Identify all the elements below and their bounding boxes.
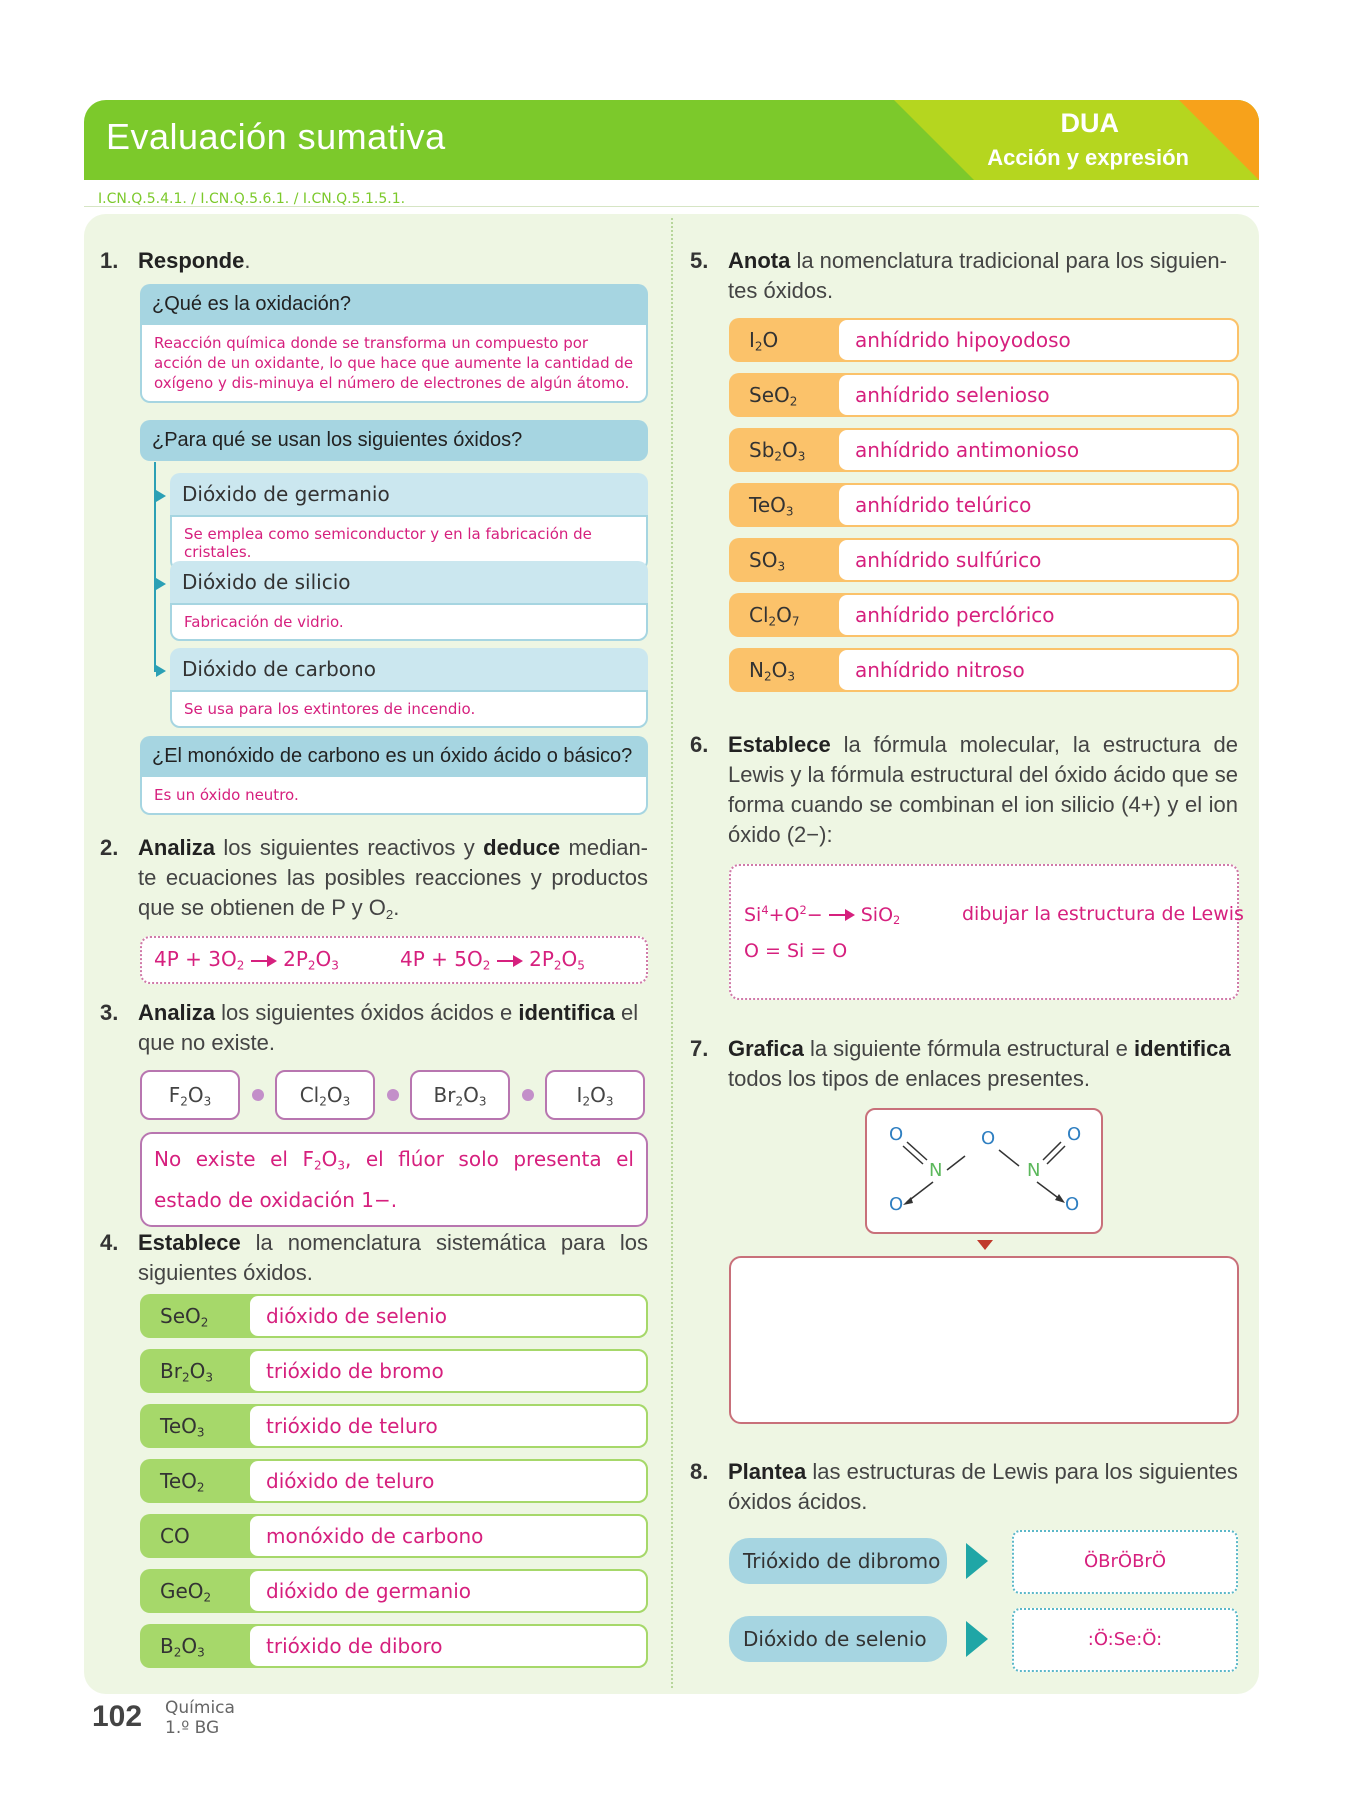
q5-row	[729, 593, 1239, 637]
q1-use-silicio	[170, 561, 648, 641]
q6-text: la fórmula molecular, la estructura de Lewis y la fórmula estructural del óxido ácido que se forma cuando se combinan el ion silicio (4+) y el ion óxido (2−):	[728, 732, 1238, 847]
q1-use-germanio	[170, 473, 648, 571]
eq-sub: 2	[236, 958, 245, 973]
q1-use-answer: Se emplea como semiconductor y en la fabricación de cristales.	[170, 515, 648, 571]
q1-use-carbono	[170, 648, 648, 728]
q4-row	[140, 1459, 648, 1503]
q5-text: la nomenclatura tradicional para los siguien-tes óxidos.	[728, 248, 1227, 303]
eq-reactants: 4P + 5O	[400, 947, 483, 971]
dua-subtitle: Acción y expresión	[987, 145, 1189, 170]
q1-verb: Responde	[138, 248, 245, 273]
q6-number: 6.	[690, 732, 709, 757]
q7-verb-grafica: Grafica	[728, 1036, 804, 1061]
formula: $Sb_2O_3$	[749, 438, 806, 464]
formula: SeO$_2$	[749, 383, 798, 409]
ox-element: F	[168, 1083, 181, 1107]
q3-answer-text: , el flúor solo presenta el estado de oxidación 1−.	[154, 1147, 634, 1212]
q5-row	[729, 373, 1239, 417]
eq-plus: +O	[768, 903, 800, 926]
ox-element: Br	[433, 1083, 456, 1107]
formula: $SO_3$	[749, 548, 786, 574]
q3-verb-identifica: identifica	[518, 1000, 615, 1025]
q3-oxide-option[interactable]	[275, 1070, 375, 1120]
q2-verb-analiza: Analiza	[138, 835, 216, 860]
q2-text: los siguientes reactivos y	[215, 835, 484, 860]
eq-product: 2P	[529, 947, 554, 971]
q5-rows	[729, 318, 1239, 692]
q8-lewis-answer[interactable]: ÖBrÖBrÖ	[1012, 1530, 1238, 1594]
q2-equation-1	[154, 947, 339, 973]
ox-oxygen: O	[326, 1083, 343, 1107]
q7-text: todos los tipos de enlaces presentes.	[728, 1066, 1091, 1091]
q6-structural: O = Si = O	[744, 940, 848, 962]
q4-prompt	[138, 1228, 648, 1288]
q6-prompt	[728, 730, 1238, 850]
answer-field[interactable]: anhídrido antimonioso	[837, 428, 1239, 472]
ox-oxygen: O	[463, 1083, 479, 1107]
q2-number: 2.	[100, 835, 119, 860]
eq-product-o: O	[315, 947, 332, 971]
q4-row	[140, 1404, 648, 1448]
formula: GeO$_2$	[160, 1579, 212, 1605]
q8-number: 8.	[690, 1459, 709, 1484]
formula: SeO$_2$	[160, 1304, 209, 1330]
q2-subscript: 2	[385, 906, 394, 922]
ox-sub: 2	[319, 1094, 327, 1109]
q2-verb-deduce: deduce	[483, 835, 561, 860]
q7-drawing-area[interactable]	[729, 1256, 1239, 1424]
formula: $Cl_2O_7$	[749, 603, 800, 629]
answer-field[interactable]: anhídrido perclórico	[837, 593, 1239, 637]
answer-field[interactable]: dióxido de germanio	[248, 1569, 648, 1613]
atom-o: O	[1067, 1124, 1082, 1145]
q5-number: 5.	[690, 248, 709, 273]
q5-row	[729, 428, 1239, 472]
eq-sup: 2	[799, 903, 807, 917]
q2-prompt	[138, 833, 648, 930]
answer-field[interactable]: anhídrido telúrico	[837, 483, 1239, 527]
q1-use-name: Dióxido de silicio	[170, 561, 648, 603]
ox-sub: 2	[455, 1094, 464, 1109]
ox-sub: 3	[342, 1094, 351, 1109]
q7-verb-identifica: identifica	[1134, 1036, 1231, 1061]
q5-prompt	[728, 246, 1238, 306]
atom-o: O	[889, 1124, 904, 1145]
q7-text: la siguiente fórmula estructural e	[803, 1036, 1134, 1061]
q8-item-label: Trióxido de dibromo	[729, 1538, 947, 1584]
bullet-dot	[522, 1089, 534, 1101]
q4-row	[140, 1294, 648, 1338]
q5-verb: Anota	[728, 248, 791, 273]
double-bond	[907, 1142, 927, 1160]
answer-field[interactable]: dióxido de teluro	[248, 1459, 648, 1503]
double-bond	[1047, 1146, 1065, 1164]
ox-sub: 3	[605, 1094, 614, 1109]
q6-answer-box	[729, 864, 1239, 1000]
answer-field[interactable]: trióxido de diboro	[248, 1624, 648, 1668]
eq-reactants: 4P + 3O	[154, 947, 237, 971]
arrow-icon	[497, 955, 523, 967]
codes-divider	[84, 206, 1259, 207]
q3-prompt	[138, 998, 648, 1058]
q1-use-answer: Fabricación de vidrio.	[170, 603, 648, 641]
q7-prompt	[728, 1034, 1238, 1094]
eq-sub: 2	[893, 913, 901, 928]
eq-sub: 2	[482, 958, 491, 973]
footer-grade: 1.º BG	[165, 1718, 220, 1738]
atom-n: N	[929, 1160, 943, 1181]
ox-sub: 2	[180, 1094, 188, 1109]
formula: $I_2O$	[749, 328, 779, 354]
ox-sub: 3	[478, 1094, 487, 1109]
page-number: 102	[92, 1700, 143, 1733]
q8-prompt	[728, 1457, 1238, 1517]
q8-text: las estructuras de Lewis para los siguientes óxidos ácidos.	[728, 1459, 1238, 1514]
formula: TeO$_3$	[160, 1414, 205, 1440]
q1-co-question: ¿El monóxido de carbono es un óxido ácido o básico?	[140, 736, 648, 777]
single-bond	[999, 1150, 1019, 1166]
q3-verb-analiza: Analiza	[138, 1000, 216, 1025]
q5-row	[729, 538, 1239, 582]
q3-answer-o: O	[321, 1147, 338, 1171]
q8-lewis-answer[interactable]: :Ö:Se:Ö:	[1012, 1608, 1238, 1672]
answer-field[interactable]: anhídrido nitroso	[837, 648, 1239, 692]
q3-answer-sub: 3	[337, 1158, 345, 1173]
play-arrow-icon	[966, 1543, 988, 1579]
eq-product: SiO	[860, 903, 894, 926]
q6-lewis-note: dibujar la estructura de Lewis	[962, 903, 1244, 925]
answer-field[interactable]: anhídrido hipoyodoso	[837, 318, 1239, 362]
double-bond	[1043, 1142, 1061, 1160]
eq-sub: 5	[577, 958, 585, 973]
play-arrow-icon	[966, 1621, 988, 1657]
ox-element: I	[576, 1083, 583, 1107]
eq-sub: 3	[331, 958, 339, 973]
atom-n: N	[1027, 1160, 1041, 1181]
q4-text: la nomenclatura sistemática para los siguientes óxidos.	[138, 1230, 648, 1285]
formula: $N_2O_3$	[749, 658, 795, 684]
q1-oxidation-answer: Reacción química donde se transforma un compuesto por acción de un oxidante, lo que hace que aumente la cantidad de oxígeno y dis-minuya el número de electrones de algún átomo.	[140, 325, 648, 403]
header-banner	[84, 100, 1259, 180]
q5-row	[729, 318, 1239, 362]
q4-number: 4.	[100, 1230, 119, 1255]
q1-prompt	[138, 246, 250, 276]
q1-use-name: Dióxido de germanio	[170, 473, 648, 515]
answer-field[interactable]: anhídrido sulfúrico	[837, 538, 1239, 582]
q2-text: median-te ecuaciones las posibles reacciones y productos que se obtienen de P y O	[138, 835, 649, 920]
formula: TeO$_2$	[160, 1469, 205, 1495]
eq-product-o: O	[561, 947, 578, 971]
q3-oxide-option[interactable]	[545, 1070, 645, 1120]
answer-field[interactable]: trióxido de teluro	[248, 1404, 648, 1448]
arrow-right-icon	[156, 490, 166, 502]
n2o3-structure	[867, 1110, 1101, 1232]
q2-equation-2	[400, 947, 585, 973]
q1-uses-question: ¿Para qué se usan los siguientes óxidos?	[140, 420, 648, 461]
dua-title: DUA	[1060, 108, 1119, 138]
q3-number: 3.	[100, 1000, 119, 1025]
q8-verb: Plantea	[728, 1459, 807, 1484]
q4-row	[140, 1569, 648, 1613]
arrow-head	[1055, 1194, 1065, 1203]
down-arrow-icon	[977, 1240, 993, 1250]
ox-oxygen: O	[590, 1083, 606, 1107]
q3-oxide-option[interactable]	[140, 1070, 240, 1120]
q1-co-card	[140, 736, 648, 815]
eq-si: Si	[744, 903, 762, 926]
q6-equation	[744, 903, 900, 927]
ox-sub: 2	[582, 1094, 591, 1109]
answer-field[interactable]: anhídrido selenioso	[837, 373, 1239, 417]
page-title: Evaluación sumativa	[106, 116, 446, 157]
q6-verb: Establece	[728, 732, 831, 757]
q7-number: 7.	[690, 1036, 709, 1061]
answer-field[interactable]: monóxido de carbono	[248, 1514, 648, 1558]
q5-row	[729, 648, 1239, 692]
eq-minus: −	[806, 903, 823, 926]
curriculum-codes: I.CN.Q.5.4.1. / I.CN.Q.5.6.1. / I.CN.Q.5.1.5.1.	[98, 191, 406, 207]
q1-use-name: Dióxido de carbono	[170, 648, 648, 690]
arrow-icon	[829, 909, 855, 921]
q2-end: .	[393, 895, 400, 920]
q3-text: los siguientes óxidos ácidos e	[215, 1000, 519, 1025]
q4-row	[140, 1349, 648, 1393]
ox-oxygen: O	[187, 1083, 204, 1107]
arrow-right-icon	[156, 665, 166, 677]
q4-rows	[140, 1294, 648, 1668]
ox-sub: 3	[203, 1094, 212, 1109]
q1-oxidation-question: ¿Qué es la oxidación?	[140, 284, 648, 325]
q3-text: el que no existe.	[138, 1000, 639, 1055]
atom-o: O	[1065, 1194, 1080, 1215]
single-bond	[947, 1156, 965, 1170]
q4-row	[140, 1514, 648, 1558]
q1-co-answer: Es un óxido neutro.	[140, 777, 648, 815]
formula: $B_2O_3$	[160, 1634, 205, 1660]
answer-field[interactable]: dióxido de selenio	[248, 1294, 648, 1338]
eq-sup: 4	[761, 903, 769, 917]
answer-field[interactable]: trióxido de bromo	[248, 1349, 648, 1393]
formula: TeO$_3$	[749, 493, 794, 519]
q4-row	[140, 1624, 648, 1668]
q8-item-label: Dióxido de selenio	[729, 1616, 947, 1662]
q3-answer-sub: 2	[313, 1158, 322, 1173]
ox-element: Cl	[299, 1083, 320, 1107]
arrow-right-icon	[156, 578, 166, 590]
q7-structure-diagram	[865, 1108, 1103, 1234]
footer-subject-name: Química	[165, 1698, 235, 1718]
q4-verb: Establece	[138, 1230, 241, 1255]
footer-subject	[165, 1698, 235, 1738]
atom-o: O	[889, 1194, 904, 1215]
formula: CO	[160, 1524, 190, 1548]
q1-use-answer: Se usa para los extintores de incendio.	[170, 690, 648, 728]
q3-oxide-option[interactable]	[410, 1070, 510, 1120]
double-bond	[903, 1146, 923, 1164]
bullet-dot	[252, 1089, 264, 1101]
column-divider	[671, 218, 673, 1688]
bullet-dot	[387, 1089, 399, 1101]
q3-answer	[140, 1132, 648, 1227]
eq-sub: 2	[553, 958, 562, 973]
q1-oxidation-card	[140, 284, 648, 403]
formula: $Br_2O_3$	[160, 1359, 213, 1385]
q1-dot: .	[244, 248, 251, 273]
q3-answer-text: No existe el F	[154, 1147, 314, 1171]
arrow-icon	[251, 955, 277, 967]
atom-o: O	[981, 1128, 996, 1149]
q5-row	[729, 483, 1239, 527]
q1-number: 1.	[100, 248, 119, 273]
eq-product: 2P	[283, 947, 308, 971]
eq-sub: 2	[307, 958, 316, 973]
